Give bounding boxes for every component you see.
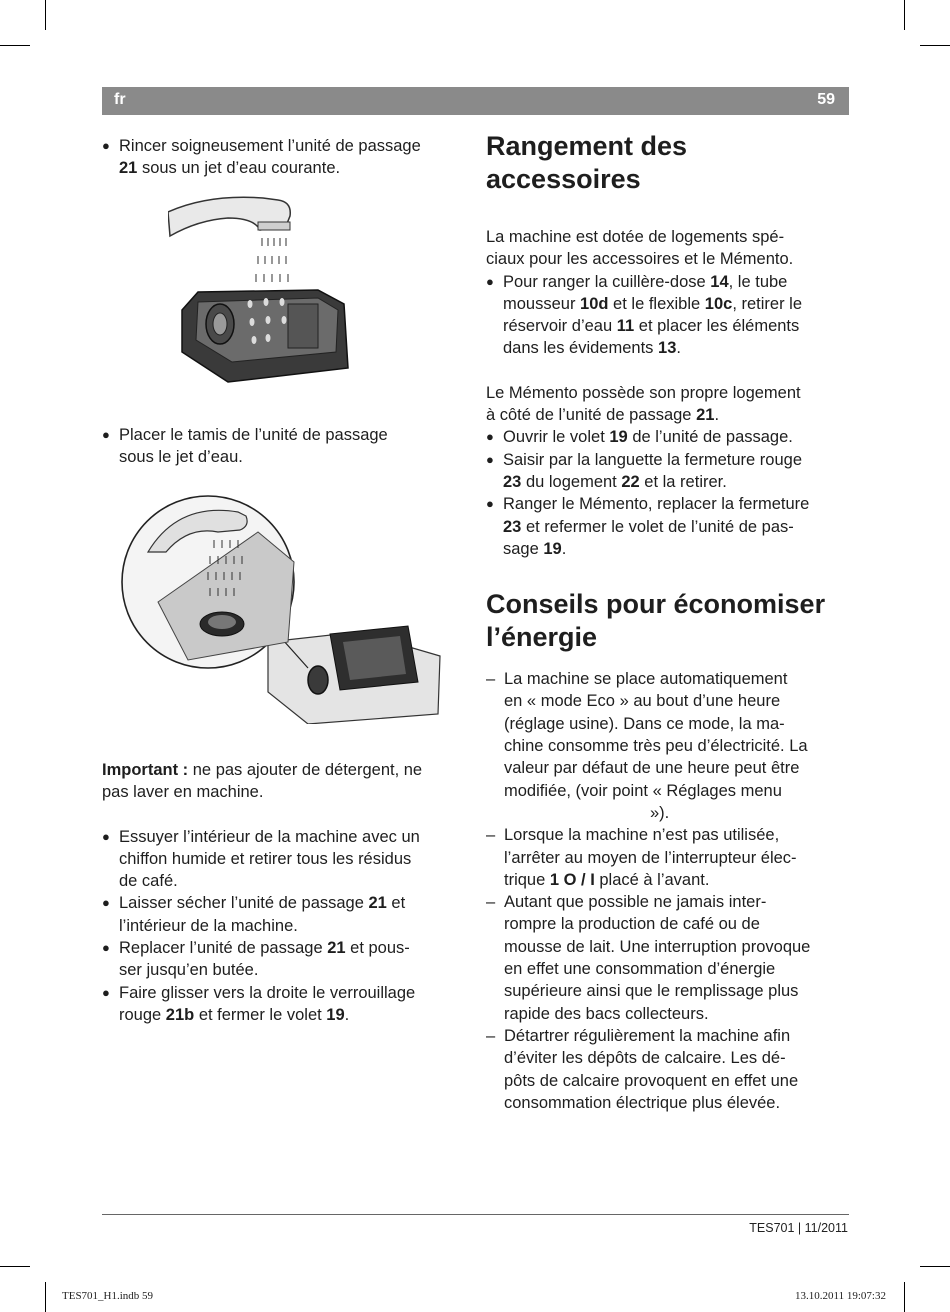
list-item: ● Ranger le Mémento, replacer la fermeture 23 et refermer le volet de l’unité de pas- sage 19. [486, 493, 852, 560]
list-item: – Détartrer régulièrement la machine afin d’éviter les dépôts de calcaire. Les dé- pôts de calcaire provoquent en effet une consommation électrique plus élevée. [486, 1025, 852, 1114]
list-item: – Autant que possible ne jamais inter- rompre la production de café ou de mousse de lait. Une interruption provoque en effet une consommation d’énergie supérieure ainsi que le remplissage plus rapide des bacs collecteurs. [486, 891, 852, 1025]
language-label: fr [114, 91, 126, 108]
left-column-top [102, 135, 464, 180]
footer-code: TES701 | 11/2011 [749, 1221, 848, 1235]
crop-mark [920, 45, 950, 46]
important-note: Important : ne pas ajouter de détergent, ne [102, 761, 423, 779]
list-item: ● Faire glisser vers la droite le verrouillage rouge 21b et fermer le volet 19. [102, 982, 464, 1027]
left-column-mid [102, 424, 464, 469]
crop-mark [0, 1266, 30, 1267]
list-item: ● Replacer l’unité de passage 21 et pous- ser jusqu’en butée. [102, 937, 464, 982]
list-item: – Lorsque la machine n’est pas utilisée, l’arrêter au moyen de l’interrupteur élec- trique 1 O / I placé à l’avant. [486, 824, 852, 891]
list-item: ● Rincer soigneusement l’unité de passage 21 sous un jet d’eau courante. [102, 135, 464, 180]
rinse-brewing-unit-illustration [168, 192, 358, 384]
print-slug-file: TES701_H1.indb 59 [62, 1290, 154, 1302]
rinse-sieve-illustration [118, 492, 448, 724]
left-column-bottom: Important : ne pas ajouter de détergent, ne pas laver en machine. ● Essuyer l’intérieur de la machine avec un chiffon humide et retirer tous les résidus de café. ● Laisser sécher l’unité de passage 21 et l’intérieur de la machine. ● Replacer l’unité de passage 21 et pous- ser jusqu’en butée. ● Faire glisser vers la droite le verrouillage rouge 21b et fermer le volet 19. [102, 759, 464, 1026]
list-item: – La machine se place automatiquement en « mode Eco » au bout d’une heure (réglage usine). Dans ce mode, la ma- chine consomme très peu d’électricité. La valeur par défaut de une heure peut être modifiée, (voir point « Réglages menu »). [486, 668, 852, 824]
list-item: ● Placer le tamis de l’unité de passage sous le jet d’eau. [102, 424, 464, 469]
print-slug-date: 13.10.2011 19:07:32 [795, 1290, 886, 1302]
crop-mark [920, 1266, 950, 1267]
crop-mark [904, 1282, 905, 1312]
list-item: ● Pour ranger la cuillère-dose 14, le tube mousseur 10d et le flexible 10c, retirer le réservoir d’eau 11 et placer les éléments dans les évidements 13. [486, 271, 852, 360]
right-column: Rangement des accessoires La machine est dotée de logements spé- ciaux pour les accessoires et le Mémento. ● Pour ranger la cuillère-dose 14, le tube mousseur 10d et le flexible 10c, retirer le réservoir d’eau 11 et placer les éléments dans les évidements 13. Le Mémento possède son propre logement à côté de l’unité de passage 21. ● Ouvrir le volet 19 de l’unité de passage. ● Saisir par la languette la fermeture rouge 23 du logement 22 et la retirer. ● Ranger le Mémento, replacer la fermeture 23 et refermer le volet de l’unité de pas- sage 19. Conseils pour économiser l’énergie – La machine se place automatiquement en « mode Eco » au bout d’une heure (réglage usine). Dans ce mode, la ma- chine consomme très peu d’électricité. La valeur par défaut de une heure peut être modifiée, (voir point « Réglages menu »). – Lorsque la machine n’est pas utilisée, l’arrêter au moyen de l’interrupteur élec- trique 1 O / I placé à l’avant. – Autant que possible ne jamais inter- rompre la production de café ou de mousse de lait. Une interruption provoque en effet une consommation d’énergie supérieure ainsi que le remplissage plus rapide des bacs collecteurs. – Détartrer régulièrement la machine afin d’éviter les dépôts de calcaire. Les dé- pôts de calcaire provoquent en effet une consommation électrique plus élevée. [486, 130, 852, 1114]
page-header-bar [102, 87, 849, 115]
page-number: 59 [817, 91, 835, 108]
list-item: ● Saisir par la languette la fermeture rouge 23 du logement 22 et la retirer. [486, 449, 852, 494]
crop-mark [45, 1282, 46, 1312]
list-item: ● Essuyer l’intérieur de la machine avec un chiffon humide et retirer tous les résidus de café. [102, 826, 464, 893]
crop-mark [0, 45, 30, 46]
list-item: ● Ouvrir le volet 19 de l’unité de passage. [486, 426, 852, 448]
crop-mark [904, 0, 905, 30]
section-heading: Rangement des accessoires [486, 131, 688, 194]
crop-mark [45, 0, 46, 30]
footer-rule [102, 1214, 849, 1215]
section-heading: Conseils pour économiser l’énergie [486, 589, 826, 653]
list-item: ● Laisser sécher l’unité de passage 21 et l’intérieur de la machine. [102, 892, 464, 937]
